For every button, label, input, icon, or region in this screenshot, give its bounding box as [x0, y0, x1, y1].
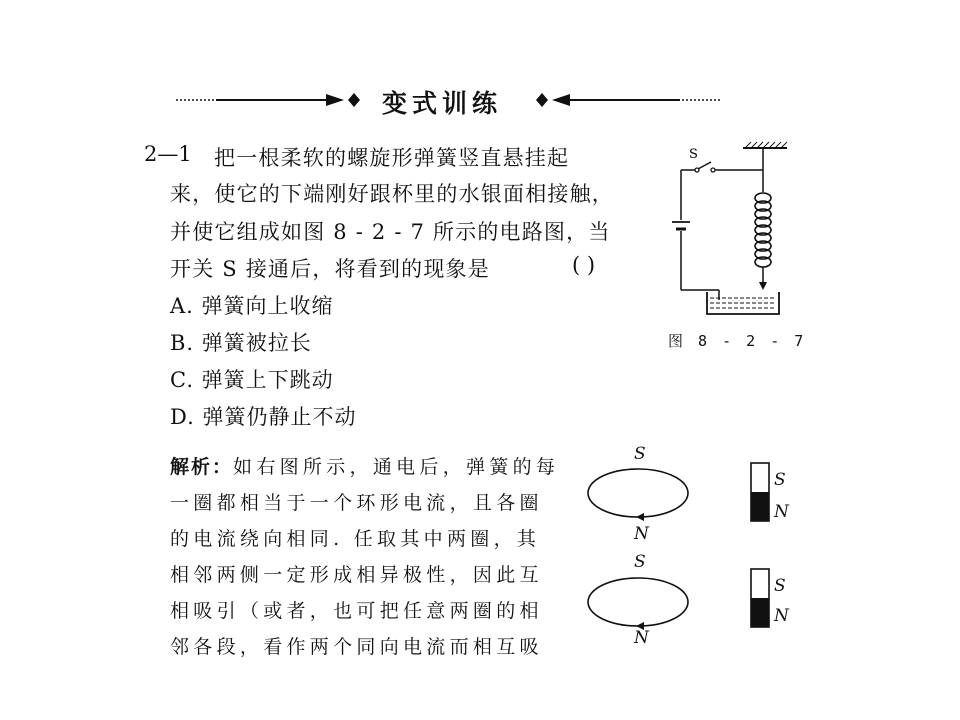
question-text-line: 并使它组成如图 8 - 2 - 7 所示的电路图，当 — [170, 220, 611, 244]
option-b: B. 弹簧被拉长 — [170, 331, 312, 355]
analysis-label: 解析： — [170, 456, 234, 478]
question-text-line: 开关 S 接通后，将看到的现象是 — [170, 257, 490, 281]
current-loop-1 — [586, 465, 690, 525]
analysis-line: 相邻两侧一定形成相异极性，因此互 — [170, 564, 543, 586]
question-text-line: 把一根柔软的螺旋形弹簧竖直悬挂起 — [214, 146, 570, 170]
analysis-line: 解析：如右图所示，通电后，弹簧的每 — [170, 456, 560, 478]
analysis-line: 的电流绕向相同. 任取其中两圈，其 — [170, 528, 541, 550]
answer-blank: ( ) — [572, 253, 596, 277]
section-title: 变式训练 — [382, 89, 503, 118]
bar-magnet-2 — [750, 568, 772, 630]
option-a: A. 弹簧向上收缩 — [170, 294, 334, 318]
bar-magnet-1 — [750, 462, 772, 524]
current-loop-2 — [586, 574, 690, 634]
figure-caption: 图 8 - 2 - 7 — [668, 332, 807, 350]
option-c: C. 弹簧上下跳动 — [170, 368, 334, 392]
loop-1-bottom-pole: N — [634, 524, 649, 544]
magnet-2-top-pole: S — [774, 576, 786, 596]
header-decoration-right — [530, 92, 722, 108]
loop-1-top-pole: S — [634, 444, 646, 464]
header-decoration-left — [176, 92, 366, 108]
circuit-diagram — [655, 140, 795, 320]
question-text-line: 来，使它的下端刚好跟杯里的水银面相接触， — [170, 182, 614, 206]
analysis-line: 相吸引（或者，也可把任意两圈的相 — [170, 600, 543, 622]
switch-label: S — [689, 147, 698, 162]
loop-2-top-pole: S — [634, 552, 646, 572]
magnet-1-bottom-pole: N — [774, 502, 789, 522]
option-d: D. 弹簧仍静止不动 — [170, 405, 357, 429]
magnet-2-bottom-pole: N — [774, 606, 789, 626]
loop-2-bottom-pole: N — [634, 628, 649, 648]
magnet-1-top-pole: S — [774, 470, 786, 490]
analysis-line: 一圈都相当于一个环形电流，且各圈 — [170, 492, 543, 514]
analysis-line: 邻各段，看作两个同向电流而相互吸 — [170, 636, 543, 658]
question-number: 2—1 — [144, 142, 192, 166]
